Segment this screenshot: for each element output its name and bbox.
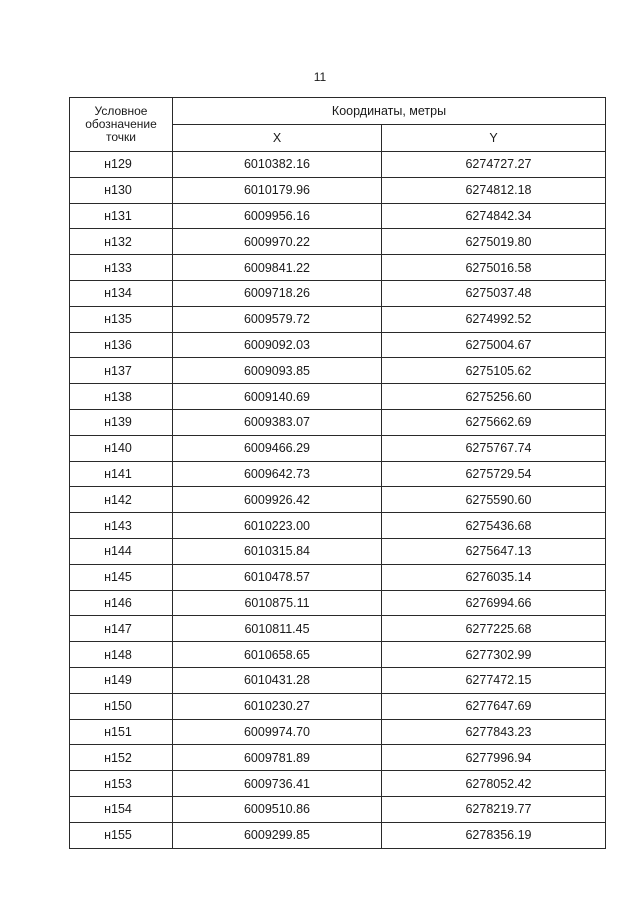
table-row <box>70 693 606 719</box>
y-coordinate-cell: 6275004.67 <box>382 332 606 358</box>
point-id-cell: н133 <box>70 255 173 281</box>
y-coordinate-cell: 6277647.69 <box>382 693 606 719</box>
y-coordinate-cell: 6278052.42 <box>382 771 606 797</box>
x-coordinate-cell: 6009140.69 <box>173 384 382 410</box>
header-y: Y <box>382 125 606 152</box>
y-coordinate-cell: 6277225.68 <box>382 616 606 642</box>
table-row <box>70 745 606 771</box>
point-id-cell: н132 <box>70 229 173 255</box>
y-coordinate-cell: 6277996.94 <box>382 745 606 771</box>
x-coordinate-cell: 6009510.86 <box>173 796 382 822</box>
table-row <box>70 513 606 539</box>
point-id-cell: н144 <box>70 538 173 564</box>
table-row <box>70 771 606 797</box>
table-row <box>70 719 606 745</box>
table-row <box>70 280 606 306</box>
table-row <box>70 538 606 564</box>
x-coordinate-cell: 6009466.29 <box>173 435 382 461</box>
y-coordinate-cell: 6278219.77 <box>382 796 606 822</box>
table-row <box>70 796 606 822</box>
point-id-cell: н152 <box>70 745 173 771</box>
x-coordinate-cell: 6009299.85 <box>173 822 382 848</box>
table-row <box>70 177 606 203</box>
x-coordinate-cell: 6010875.11 <box>173 590 382 616</box>
x-coordinate-cell: 6009956.16 <box>173 203 382 229</box>
point-id-cell: н139 <box>70 409 173 435</box>
point-id-cell: н153 <box>70 771 173 797</box>
point-id-cell: н130 <box>70 177 173 203</box>
table-row <box>70 616 606 642</box>
table-row <box>70 306 606 332</box>
point-id-cell: н154 <box>70 796 173 822</box>
y-coordinate-cell: 6277843.23 <box>382 719 606 745</box>
table-row <box>70 564 606 590</box>
table-row <box>70 332 606 358</box>
x-coordinate-cell: 6009642.73 <box>173 461 382 487</box>
table-row <box>70 435 606 461</box>
table-row <box>70 152 606 178</box>
y-coordinate-cell: 6275037.48 <box>382 280 606 306</box>
table-row <box>70 461 606 487</box>
x-coordinate-cell: 6010382.16 <box>173 152 382 178</box>
table-row <box>70 229 606 255</box>
y-coordinate-cell: 6275767.74 <box>382 435 606 461</box>
header-designation: Условное обозначение точки <box>70 98 173 152</box>
x-coordinate-cell: 6009841.22 <box>173 255 382 281</box>
table-row <box>70 590 606 616</box>
x-coordinate-cell: 6010811.45 <box>173 616 382 642</box>
y-coordinate-cell: 6275105.62 <box>382 358 606 384</box>
y-coordinate-cell: 6278356.19 <box>382 822 606 848</box>
x-coordinate-cell: 6010230.27 <box>173 693 382 719</box>
x-coordinate-cell: 6009093.85 <box>173 358 382 384</box>
point-id-cell: н131 <box>70 203 173 229</box>
x-coordinate-cell: 6009718.26 <box>173 280 382 306</box>
y-coordinate-cell: 6275647.13 <box>382 538 606 564</box>
x-coordinate-cell: 6010223.00 <box>173 513 382 539</box>
y-coordinate-cell: 6276035.14 <box>382 564 606 590</box>
point-id-cell: н138 <box>70 384 173 410</box>
y-coordinate-cell: 6275019.80 <box>382 229 606 255</box>
header-x: X <box>173 125 382 152</box>
y-coordinate-cell: 6277472.15 <box>382 667 606 693</box>
table-row <box>70 642 606 668</box>
point-id-cell: н134 <box>70 280 173 306</box>
point-id-cell: н142 <box>70 487 173 513</box>
point-id-cell: н137 <box>70 358 173 384</box>
coordinates-table <box>69 97 606 849</box>
point-id-cell: н135 <box>70 306 173 332</box>
table-row <box>70 487 606 513</box>
y-coordinate-cell: 6274992.52 <box>382 306 606 332</box>
y-coordinate-cell: 6274727.27 <box>382 152 606 178</box>
point-id-cell: н150 <box>70 693 173 719</box>
point-id-cell: н148 <box>70 642 173 668</box>
y-coordinate-cell: 6277302.99 <box>382 642 606 668</box>
x-coordinate-cell: 6009736.41 <box>173 771 382 797</box>
table-row <box>70 203 606 229</box>
x-coordinate-cell: 6009926.42 <box>173 487 382 513</box>
y-coordinate-cell: 6275256.60 <box>382 384 606 410</box>
x-coordinate-cell: 6009974.70 <box>173 719 382 745</box>
x-coordinate-cell: 6010431.28 <box>173 667 382 693</box>
table-row <box>70 667 606 693</box>
table-header <box>70 98 606 152</box>
x-coordinate-cell: 6009579.72 <box>173 306 382 332</box>
table-body <box>70 152 606 849</box>
y-coordinate-cell: 6276994.66 <box>382 590 606 616</box>
point-id-cell: н147 <box>70 616 173 642</box>
header-coordinates: Координаты, метры <box>173 98 606 125</box>
point-id-cell: н141 <box>70 461 173 487</box>
point-id-cell: н129 <box>70 152 173 178</box>
x-coordinate-cell: 6010179.96 <box>173 177 382 203</box>
point-id-cell: н149 <box>70 667 173 693</box>
y-coordinate-cell: 6275016.58 <box>382 255 606 281</box>
x-coordinate-cell: 6010478.57 <box>173 564 382 590</box>
table-row <box>70 384 606 410</box>
x-coordinate-cell: 6009383.07 <box>173 409 382 435</box>
table-row <box>70 358 606 384</box>
x-coordinate-cell: 6010315.84 <box>173 538 382 564</box>
y-coordinate-cell: 6275590.60 <box>382 487 606 513</box>
point-id-cell: н146 <box>70 590 173 616</box>
x-coordinate-cell: 6009970.22 <box>173 229 382 255</box>
table-row <box>70 409 606 435</box>
point-id-cell: н143 <box>70 513 173 539</box>
y-coordinate-cell: 6275662.69 <box>382 409 606 435</box>
point-id-cell: н140 <box>70 435 173 461</box>
x-coordinate-cell: 6009781.89 <box>173 745 382 771</box>
point-id-cell: н155 <box>70 822 173 848</box>
point-id-cell: н145 <box>70 564 173 590</box>
table-row <box>70 255 606 281</box>
page-number: 11 <box>313 70 327 84</box>
point-id-cell: н136 <box>70 332 173 358</box>
y-coordinate-cell: 6274842.34 <box>382 203 606 229</box>
y-coordinate-cell: 6275436.68 <box>382 513 606 539</box>
y-coordinate-cell: 6274812.18 <box>382 177 606 203</box>
y-coordinate-cell: 6275729.54 <box>382 461 606 487</box>
x-coordinate-cell: 6009092.03 <box>173 332 382 358</box>
x-coordinate-cell: 6010658.65 <box>173 642 382 668</box>
point-id-cell: н151 <box>70 719 173 745</box>
table-row <box>70 822 606 848</box>
